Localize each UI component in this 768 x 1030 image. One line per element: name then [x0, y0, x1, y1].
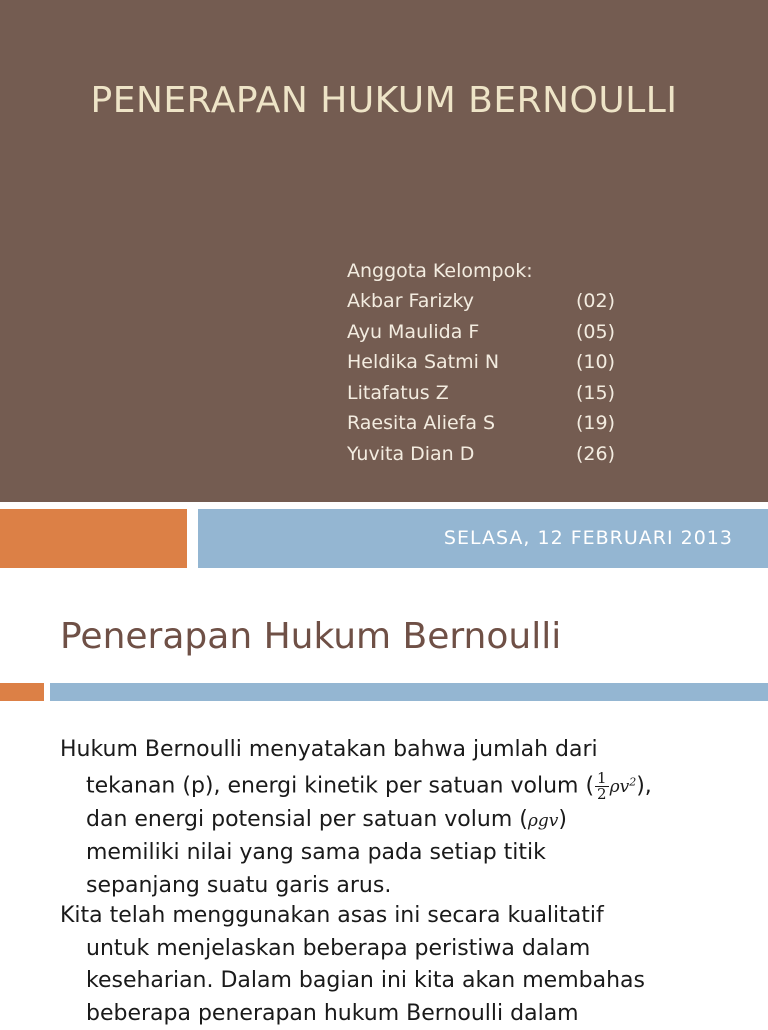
text-segment: dan energi potensial per satuan volum (: [86, 807, 528, 832]
title-panel: [0, 0, 768, 502]
text-line: Kita telah menggunakan asas ini secara kualitatif: [60, 900, 750, 933]
member-row: [347, 378, 647, 409]
text-line: sepanjang suatu garis arus.: [60, 870, 750, 903]
slide-date: SELASA, 12 FEBRUARI 2013: [444, 509, 733, 568]
text-line: beberapa penerapan hukum Bernoulli dalam: [60, 998, 750, 1030]
slide-title: Penerapan Hukum Bernoulli: [60, 616, 561, 657]
member-list: [347, 256, 647, 469]
member-number: (02): [576, 286, 615, 317]
accent-blue-bar: [50, 683, 768, 701]
text-line: [60, 767, 750, 804]
text-line: keseharian. Dalam bagian ini kita akan membahas: [60, 965, 750, 998]
potential-energy-formula: ρgv: [528, 811, 558, 831]
paragraph-definition: [60, 734, 750, 902]
member-number: (10): [576, 347, 615, 378]
member-name: Akbar Farizky: [347, 286, 474, 317]
accent-orange-block: [0, 509, 187, 568]
member-list-heading: Anggota Kelompok:: [347, 256, 647, 286]
paragraph-application: [60, 900, 750, 1030]
member-number: (26): [576, 439, 615, 470]
text-line: [60, 804, 750, 838]
member-number: (05): [576, 317, 615, 348]
formula-symbol: ρv: [610, 777, 630, 797]
formula-exponent: 2: [629, 776, 636, 789]
member-row: [347, 439, 647, 470]
fraction-numerator: 1: [595, 771, 609, 787]
member-name: Litafatus Z: [347, 378, 449, 409]
member-row: [347, 347, 647, 378]
accent-orange-bar: [0, 683, 44, 701]
kinetic-energy-formula: [610, 777, 637, 797]
member-name: Ayu Maulida F: [347, 317, 479, 348]
text-segment: tekanan (p), energi kinetik per satuan volum (: [86, 773, 594, 798]
fraction-half: [595, 771, 609, 802]
text-line: Hukum Bernoulli menyatakan bahwa jumlah dari: [60, 734, 750, 767]
slide-title: PENERAPAN HUKUM BERNOULLI: [0, 80, 768, 121]
member-number: (19): [576, 408, 615, 439]
member-number: (15): [576, 378, 615, 409]
fraction-denominator: 2: [595, 787, 609, 802]
member-name: Yuvita Dian D: [347, 439, 474, 470]
text-segment: ): [558, 807, 567, 832]
member-row: [347, 286, 647, 317]
text-line: untuk menjelaskan beberapa peristiwa dalam: [60, 933, 750, 966]
member-name: Heldika Satmi N: [347, 347, 499, 378]
member-name: Raesita Aliefa S: [347, 408, 495, 439]
text-line: memiliki nilai yang sama pada setiap titik: [60, 837, 750, 870]
slide-2: [0, 580, 768, 1024]
text-segment: ),: [636, 773, 652, 798]
member-row: [347, 317, 647, 348]
member-row: [347, 408, 647, 439]
